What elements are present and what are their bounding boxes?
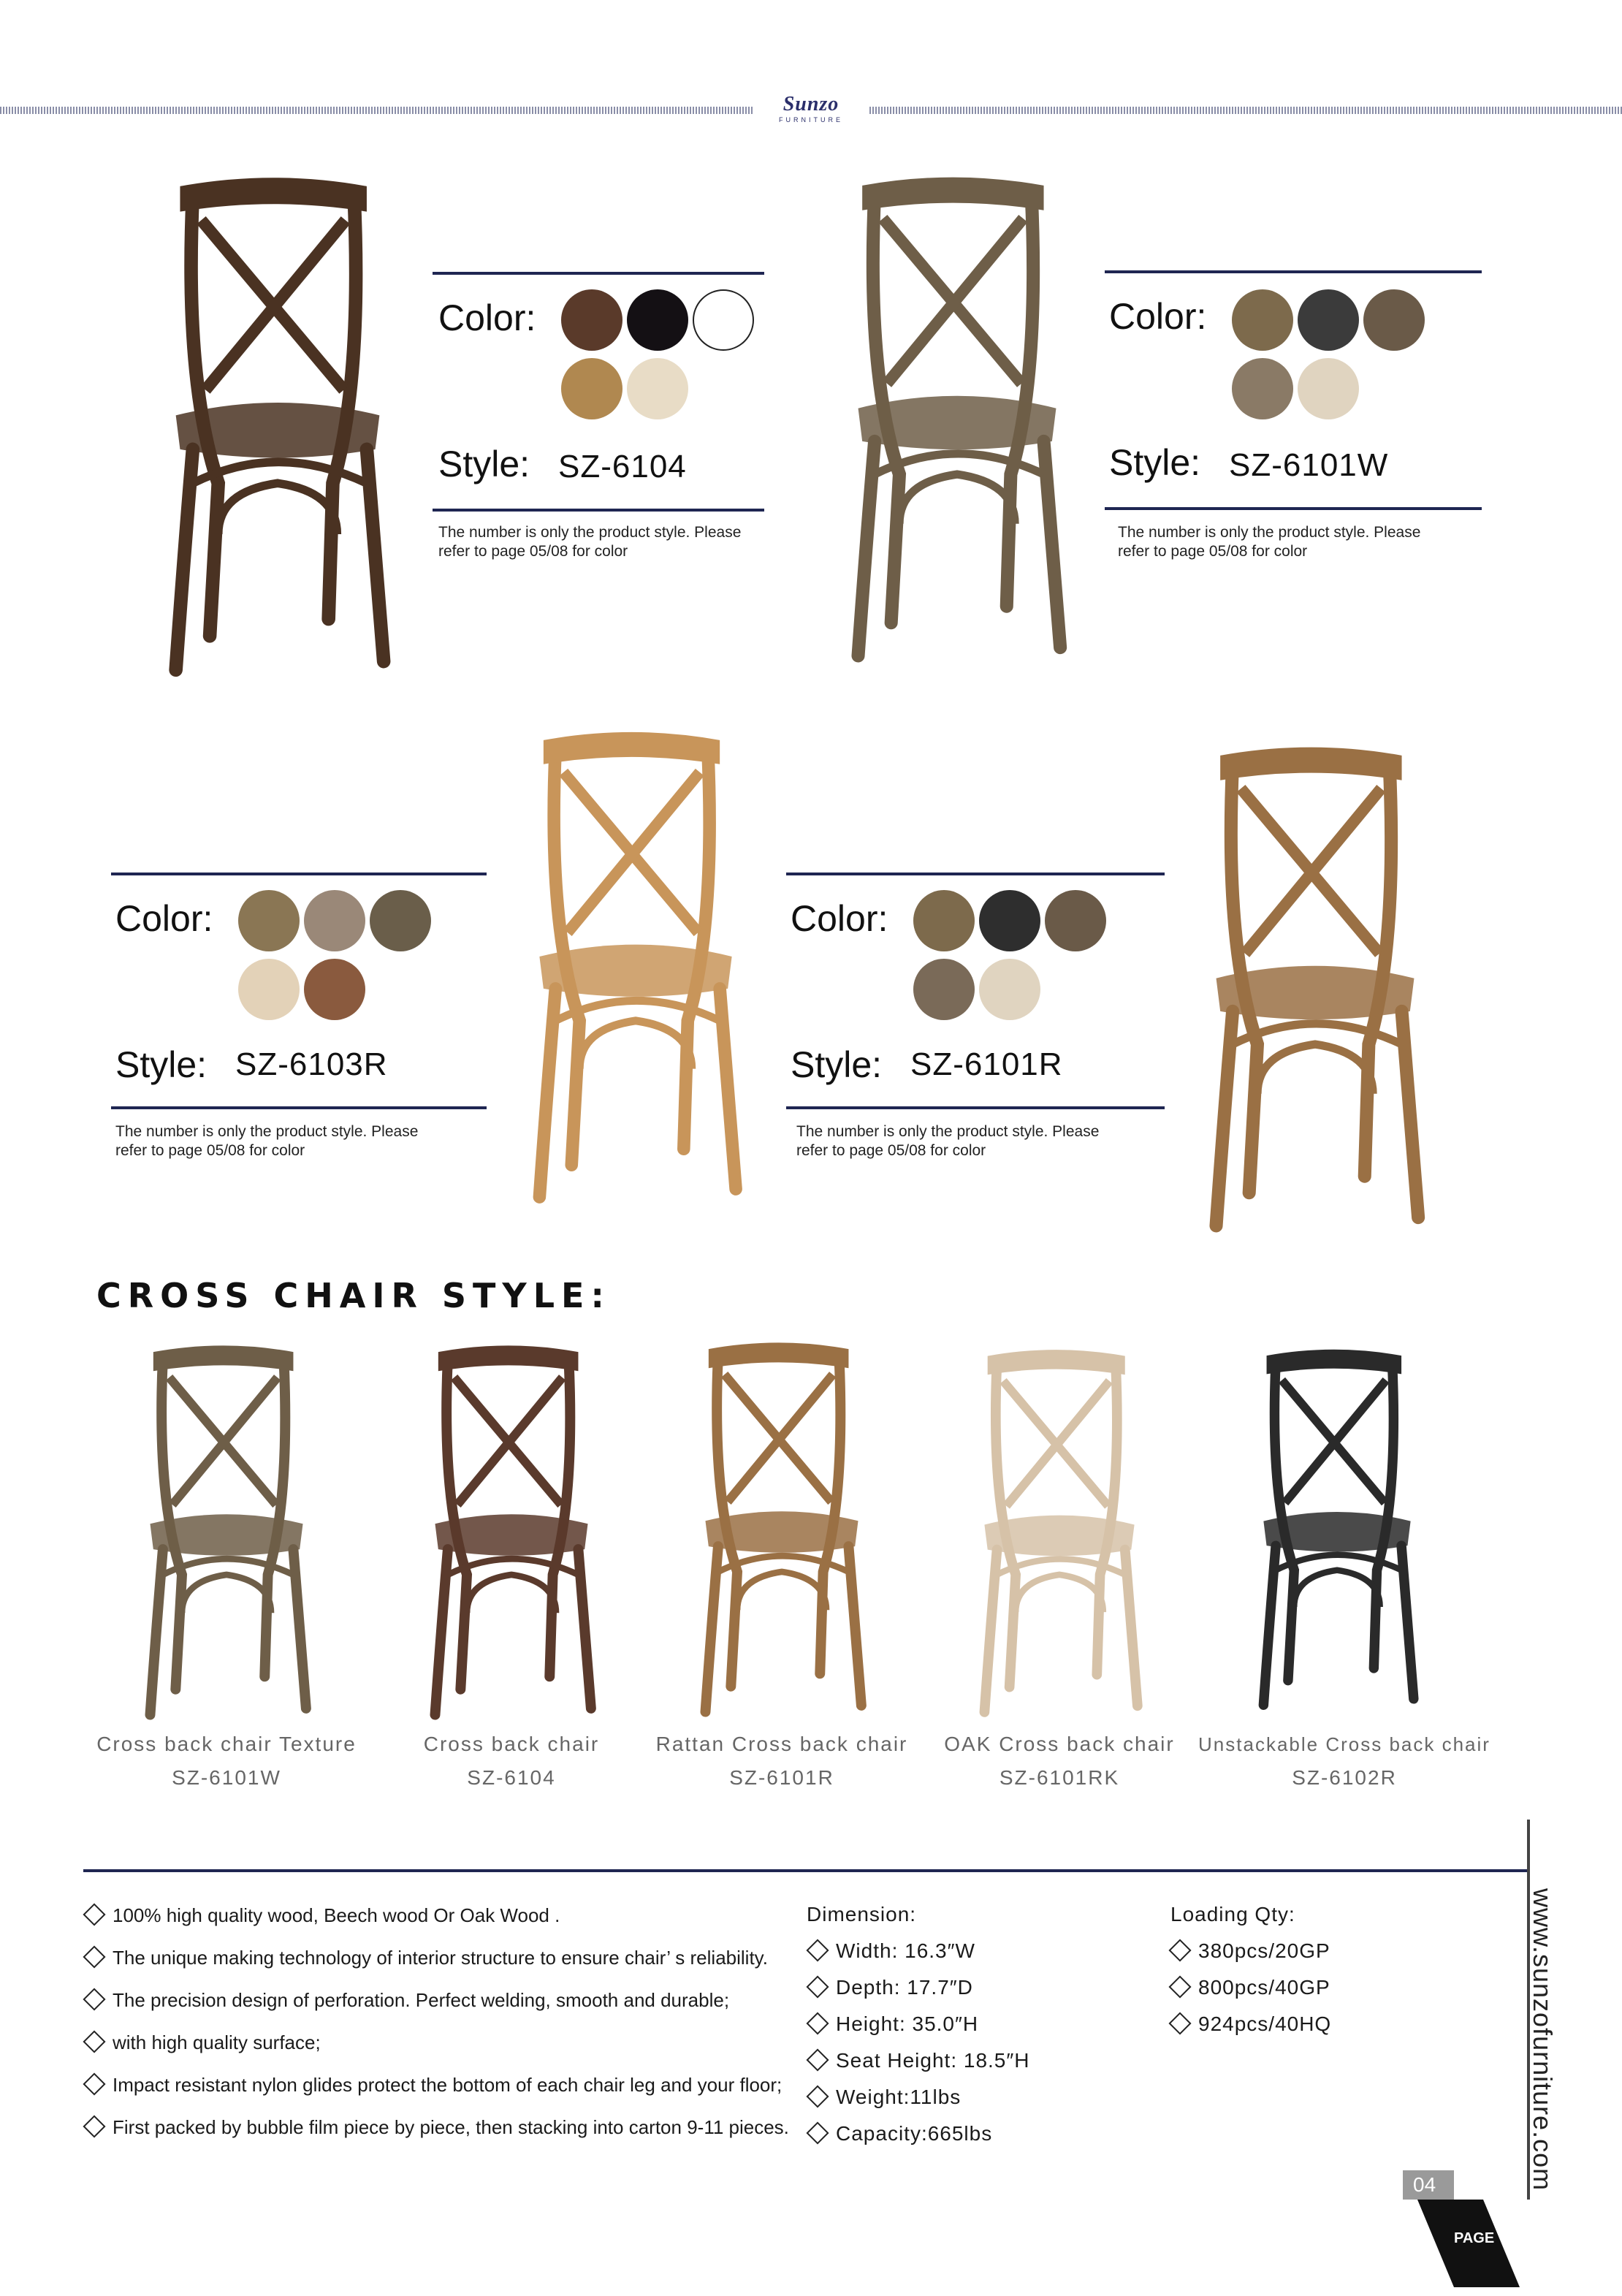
card-3-note-line2: refer to page 05/08 for color [115,1142,305,1159]
card-1-color-label: Color: [438,297,536,338]
card-4-bottom-rule [786,1106,1165,1109]
gallery-caption-1 [80,1727,373,1795]
card-3-top-rule [111,873,487,875]
page-number: 04 [1413,2173,1436,2196]
dimension-item-3 [810,2012,978,2036]
gallery-code: SZ-6101W [172,1766,281,1789]
gallery-chair-image-1 [102,1333,351,1727]
gallery-caption-2 [365,1727,658,1795]
section-title: CROSS CHAIR STYLE: [96,1276,611,1315]
diamond-bullet-icon [806,2085,829,2107]
diamond-bullet-icon [83,2116,105,2138]
diamond-bullet-icon [806,1975,829,1998]
swatch-3 [1363,289,1425,351]
card-1-note-line2: refer to page 05/08 for color [438,543,628,560]
gallery-caption-3 [636,1727,928,1795]
diamond-bullet-icon [83,1904,105,1926]
swatch-3 [1045,890,1106,951]
card-4-color-label: Color: [791,898,888,939]
card-1-note [438,523,741,561]
brand-name: Sunzo [783,93,839,115]
card-3-note [115,1122,418,1160]
swatch-1 [561,289,622,351]
card-1-style-label: Style: [438,444,530,484]
gallery-code: SZ-6102R [1292,1766,1397,1789]
dimension-value: Height: 35.0″H [836,2012,979,2035]
gallery-code: SZ-6101RK [999,1766,1120,1789]
website-vertical [1521,1888,1565,2195]
diamond-bullet-icon [806,2121,829,2144]
card-2-top-rule [1105,270,1482,273]
chair-image-sz-6101r [1154,731,1476,1242]
card-3-style-label: Style: [115,1044,207,1085]
gallery-name: OAK Cross back chair [944,1733,1175,1755]
chair-image-sz-6104 [117,161,438,687]
dimension-item-6 [810,2122,992,2145]
dimension-value: Weight:11lbs [836,2086,962,2108]
card-1-bottom-rule [433,509,764,512]
swatch-2 [627,289,688,351]
dimension-value: Depth: 17.7″D [836,1976,973,1999]
diamond-bullet-icon [1168,1975,1191,1998]
swatch-2 [979,890,1040,951]
diamond-bullet-icon [83,2073,105,2096]
diamond-bullet-icon [806,2012,829,2034]
card-2-note-line1: The number is only the product style. Please [1118,524,1421,541]
diamond-bullet-icon [1168,2012,1191,2034]
diamond-bullet-icon [806,1939,829,1961]
dimension-item-4 [810,2049,1030,2072]
swatch-3 [693,289,754,351]
card-3-bottom-rule [111,1106,487,1109]
website-text: www.sunzofurniture.com [1528,1888,1558,2192]
feature-text: The precision design of perforation. Perfect welding, smooth and durable; [113,1989,730,2011]
diamond-bullet-icon [83,2031,105,2053]
feature-6 [86,2116,789,2139]
diamond-bullet-icon [806,2048,829,2071]
gallery-chair-image-2 [387,1333,636,1727]
card-2-note [1118,523,1420,561]
loading-title: Loading Qty: [1170,1903,1295,1926]
chair-image-sz-6103r [482,716,789,1213]
feature-text: First packed by bubble film piece by piece, then stacking into carton 9-11 pieces. [113,2116,789,2138]
swatch-5 [627,358,688,419]
swatch-4 [238,959,300,1020]
card-4-style-label: Style: [791,1044,883,1085]
card-2-style-label: Style: [1109,442,1201,483]
gallery-chair-image-3 [658,1330,906,1725]
swatch-2 [1298,289,1359,351]
gallery-chair-image-5 [1213,1337,1461,1717]
card-4-style-code: SZ-6101R [910,1046,1063,1082]
swatch-5 [304,959,365,1020]
card-2-style-code: SZ-6101W [1229,447,1389,483]
diamond-bullet-icon [83,1988,105,2011]
brand-logo [760,94,862,124]
loading-item-1 [1172,1939,1330,1963]
card-2-bottom-rule [1105,507,1482,510]
gallery-code: SZ-6104 [467,1766,556,1789]
gallery-code: SZ-6101R [729,1766,834,1789]
feature-4 [86,2031,321,2054]
swatch-4 [913,959,975,1020]
swatch-1 [913,890,975,951]
dimension-value: Seat Height: 18.5″H [836,2049,1030,2072]
feature-3 [86,1989,729,2012]
card-3-color-label: Color: [115,898,213,939]
dimension-title: Dimension: [807,1903,917,1926]
feature-1 [86,1904,560,1927]
feature-text: 100% high quality wood, Beech wood Or Oak Wood . [113,1904,560,1926]
swatch-5 [1298,358,1359,419]
header-rule-right [869,107,1622,114]
gallery-name: Cross back chair Texture [96,1733,357,1755]
card-3-style-code: SZ-6103R [235,1046,388,1082]
swatch-1 [1232,289,1293,351]
loading-value: 800pcs/40GP [1198,1976,1330,1999]
card-4-top-rule [786,873,1165,875]
page-label: PAGE [1454,2230,1495,2246]
loading-value: 924pcs/40HQ [1198,2012,1332,2035]
swatch-4 [1232,358,1293,419]
card-1-note-line1: The number is only the product style. Please [438,524,742,541]
card-1-style-code: SZ-6104 [558,449,687,484]
gallery-name: Unstackable Cross back chair [1198,1733,1490,1755]
card-2-color-label: Color: [1109,296,1207,337]
swatch-3 [370,890,431,951]
dimension-item-5 [810,2086,961,2109]
card-1-top-rule [433,272,764,275]
gallery-name: Rattan Cross back chair [655,1733,908,1755]
diamond-bullet-icon [1168,1939,1191,1961]
gallery-caption-5 [1184,1727,1505,1795]
feature-2 [86,1947,768,1969]
feature-text: with high quality surface; [113,2031,321,2053]
swatch-5 [979,959,1040,1020]
loading-value: 380pcs/20GP [1198,1939,1330,1962]
dimension-value: Capacity:665lbs [836,2122,993,2145]
feature-text: Impact resistant nylon glides protect the bottom of each chair leg and your floor; [113,2074,783,2096]
card-4-note-line2: refer to page 05/08 for color [796,1142,986,1159]
swatch-4 [561,358,622,419]
swatch-1 [238,890,300,951]
feature-5 [86,2074,782,2097]
loading-item-3 [1172,2012,1331,2036]
gallery-name: Cross back chair [423,1733,600,1755]
gallery-chair-image-4 [935,1337,1184,1725]
dimension-item-2 [810,1976,973,1999]
diamond-bullet-icon [83,1946,105,1969]
dimension-value: Width: 16.3″W [836,1939,975,1962]
swatch-2 [304,890,365,951]
feature-text: The unique making technology of interior structure to ensure chair’ s reliability. [113,1947,768,1969]
card-4-note [796,1122,1099,1160]
brand-subtitle: FURNITURE [779,116,843,123]
card-2-note-line2: refer to page 05/08 for color [1118,543,1308,560]
specs-rule [83,1869,1527,1872]
chair-image-sz-6101w [796,161,1118,672]
header-rule-left [0,107,753,114]
dimension-item-1 [810,1939,975,1963]
gallery-caption-4 [913,1727,1206,1795]
card-3-note-line1: The number is only the product style. Please [115,1123,419,1140]
loading-item-2 [1172,1976,1330,1999]
card-4-note-line1: The number is only the product style. Please [796,1123,1100,1140]
